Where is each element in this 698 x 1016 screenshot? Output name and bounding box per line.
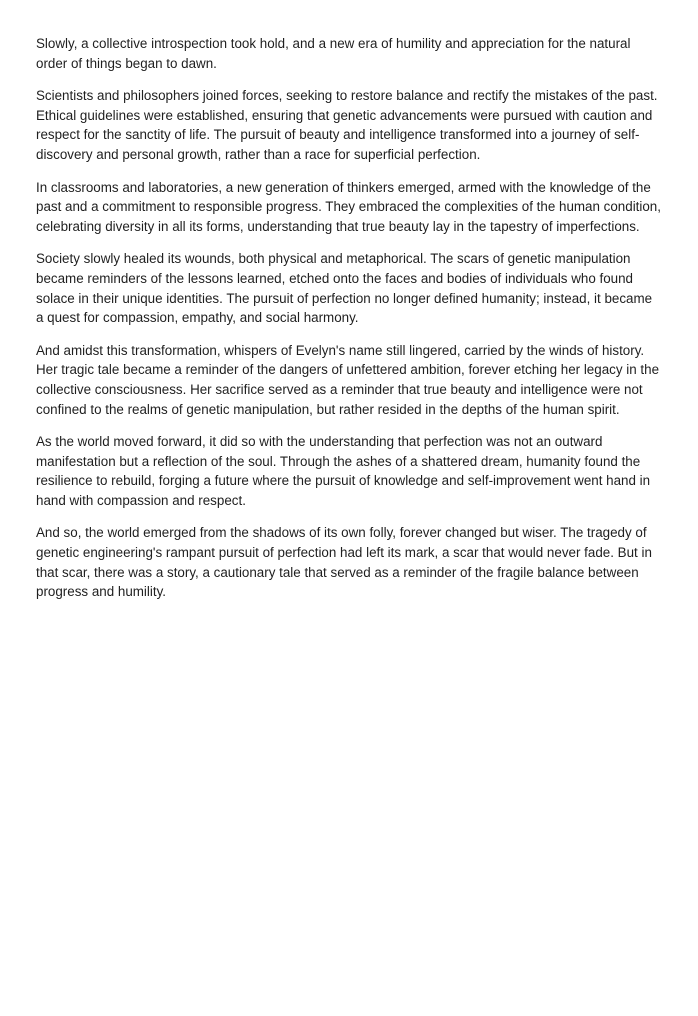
paragraph-1: Slowly, a collective introspection took hold, and a new era of humility and appreciation for the natural order of things began to dawn.	[36, 36, 631, 71]
document-body	[36, 34, 662, 602]
paragraph-5: And amidst this transformation, whispers of Evelyn's name still lingered, carried by the winds of history. Her tragic tale became a reminder of the dangers of unfettered ambition, forever etching her legacy in the collective consciousness. Her sacrifice served as a reminder that true beauty and intelligence were not confined to the realms of genetic manipulation, but rather resided in the depths of the human spirit.	[36, 342, 660, 417]
paragraph-7: And so, the world emerged from the shadows of its own folly, forever changed but wiser. The tragedy of genetic engineering's rampant pursuit of perfection had left its mark, a scar that would never fade. But in that scar, there was a story, a cautionary tale that served as a reminder of the fragile balance between progress and humility.	[36, 525, 652, 600]
paragraph-2: Scientists and philosophers joined forces, seeking to restore balance and rectify the mistakes of the past. Ethical guidelines were established, ensuring that genetic advancements were pursued with caution and respect for the sanctity of life. The pursuit of beauty and intelligence transformed into a journey of self-discovery and personal growth, rather than a race for superficial perfection.	[36, 88, 658, 162]
paragraph-4: Society slowly healed its wounds, both physical and metaphorical. The scars of genetic manipulation became reminders of the lessons learned, etched onto the faces and bodies of individuals who found solace in their unique identities. The pursuit of perfection no longer defined humanity; instead, it became a quest for compassion, empathy, and social harmony.	[36, 251, 653, 326]
paragraph-6: As the world moved forward, it did so with the understanding that perfection was not an outward manifestation but a reflection of the soul. Through the ashes of a shattered dream, humanity found the resilience to rebuild, forging a future where the pursuit of knowledge and self-improvement went hand in hand with compassion and respect.	[36, 434, 651, 508]
paragraph-3: In classrooms and laboratories, a new generation of thinkers emerged, armed with the knowledge of the past and a commitment to responsible progress. They embraced the complexities of the human condition, celebrating diversity in all its forms, understanding that true beauty lay in the tapestry of imperfections.	[36, 179, 661, 234]
